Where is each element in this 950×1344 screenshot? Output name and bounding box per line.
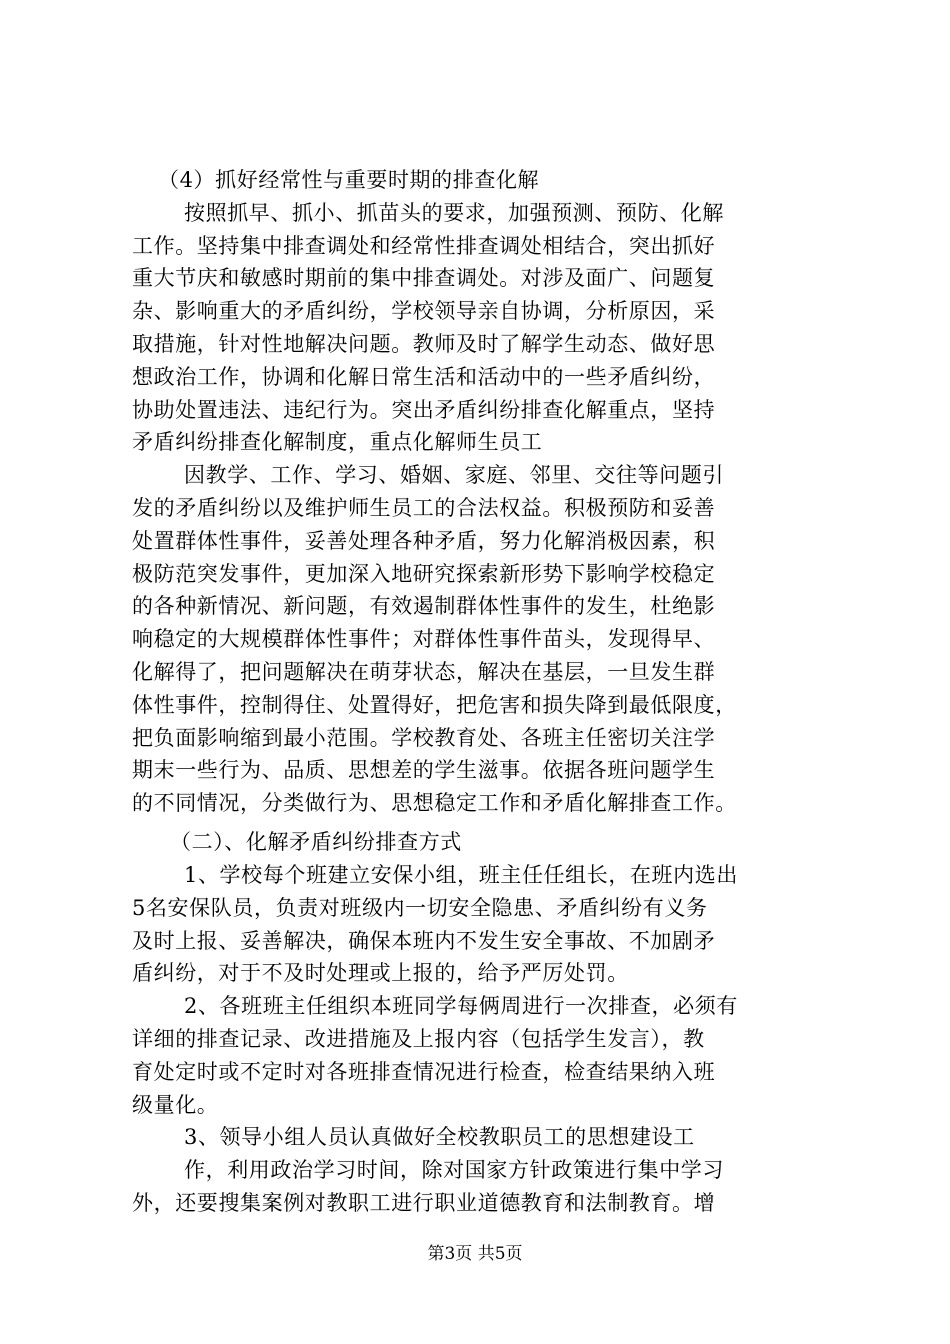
paragraph-line: 因教学、工作、学习、婚姻、家庭、邻里、交往等问题引 xyxy=(184,463,724,487)
paragraph-line: 3、领导小组人员认真做好全校教职员工的思想建设工 xyxy=(184,1125,695,1149)
paragraph-line: 按照抓早、抓小、抓苗头的要求，加强预测、预防、化解 xyxy=(184,201,724,225)
paragraph-line: 极防范突发事件，更加深入地研究探索新形势下影响学校稳定 xyxy=(132,562,716,586)
paragraph-line: 发的矛盾纠纷以及维护师生员工的合法权益。积极预防和妥善 xyxy=(132,496,716,520)
paragraph-line: 5名安保队员，负责对班级内一切安全隐患、矛盾纠纷有义务 xyxy=(132,896,708,920)
paragraph-line: 1、学校每个班建立安保小组，班主任任组长，在班内选出 xyxy=(184,863,738,887)
paragraph-line: 的各种新情况、新问题，有效遏制群体性事件的发生，杜绝影 xyxy=(132,594,716,618)
paragraph-line: 2、各班班主任组织本班同学每俩周进行一次排查，必须有 xyxy=(184,994,738,1018)
paragraph-line: 把负面影响缩到最小范围。学校教育处、各班主任密切关注学 xyxy=(132,726,716,750)
paragraph-line: 期末一些行为、品质、思想差的学生滋事。依据各班问题学生 xyxy=(132,758,716,782)
paragraph-line: 的不同情况，分类做行为、思想稳定工作和矛盾化解排查工作。 xyxy=(132,791,737,815)
page-number: 第3页 共5页 xyxy=(427,1244,523,1264)
paragraph-line: 级量化。 xyxy=(132,1093,219,1117)
paragraph-line: 工作。坚持集中排查调处和经常性排查调处相结合，突出抓好 xyxy=(132,234,716,258)
paragraph-line: 外，还要搜集案例对教职工进行职业道德教育和法制教育。增 xyxy=(132,1191,716,1215)
paragraph-line: 育处定时或不定时对各班排查情况进行检查，检查结果纳入班 xyxy=(132,1060,716,1084)
paragraph-line: 详细的排查记录、改进措施及上报内容（包括学生发言），教 xyxy=(132,1027,705,1051)
paragraph-line: 化解得了，把问题解决在萌芽状态，解决在基层，一旦发生群 xyxy=(132,660,716,684)
paragraph-line: 重大节庆和敏感时期前的集中排查调处。对涉及面广、问题复 xyxy=(132,266,716,290)
heading-section-2: （二）、化解矛盾纠纷排查方式 xyxy=(170,830,462,854)
heading-section-4: （4）抓好经常性与重要时期的排查化解 xyxy=(158,168,540,192)
paragraph-line: 处置群体性事件，妥善处理各种矛盾，努力化解消极因素，积 xyxy=(132,529,716,553)
paragraph-line: 盾纠纷，对于不及时处理或上报的，给予严厉处罚。 xyxy=(132,961,629,985)
paragraph-line: 响稳定的大规模群体性事件；对群体性事件苗头，发现得早、 xyxy=(132,627,716,651)
paragraph-line: 作，利用政治学习时间，除对国家方针政策进行集中学习 xyxy=(184,1158,724,1182)
paragraph-line: 协助处置违法、违纪行为。突出矛盾纠纷排查化解重点，坚持 xyxy=(132,398,716,422)
paragraph-line: 体性事件，控制得住、处置得好，把危害和损失降到最低限度， xyxy=(132,693,737,717)
paragraph-line: 及时上报、妥善解决，确保本班内不发生安全事故、不加剧矛 xyxy=(132,929,716,953)
paragraph-line: 矛盾纠纷排查化解制度，重点化解师生员工 xyxy=(132,430,543,454)
paragraph-line: 杂、影响重大的矛盾纠纷，学校领导亲自协调，分析原因，采 xyxy=(132,299,716,323)
paragraph-line: 想政治工作，协调和化解日常生活和活动中的一些矛盾纠纷， xyxy=(132,365,716,389)
paragraph-line: 取措施，针对性地解决问题。教师及时了解学生动态、做好思 xyxy=(132,332,716,356)
